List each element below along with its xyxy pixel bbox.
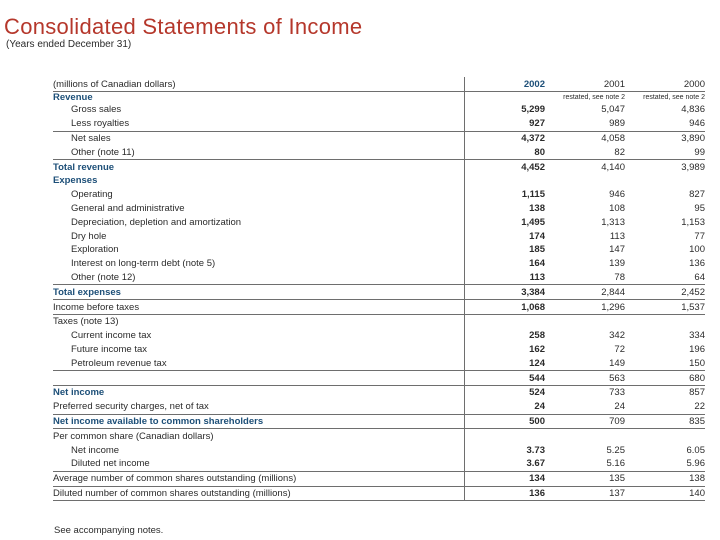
row-value-2002: 80 [465,145,546,159]
row-label: Future income tax [71,343,148,355]
row-value-2001: 5.25 [606,444,625,456]
row-value-2002: 4,452 [465,160,546,174]
table-row [53,486,705,501]
footnote: See accompanying notes. [54,525,164,536]
row-value-2000: 946 [625,117,705,131]
row-value-2001: 4,140 [601,161,625,173]
row-value-2000: 77 [694,230,705,242]
restated-note-row [53,92,705,104]
table-row [53,443,705,457]
table-cell [465,174,546,188]
row-value-2002: 113 [465,271,546,285]
row-label: Depreciation, depletion and amortization [71,216,242,228]
row-value-2001: 82 [545,145,625,159]
row-value-2001: 342 [609,330,625,342]
row-label: Diluted number of common shares outstanding (millions) [53,486,465,501]
row-value-2000: 99 [625,145,705,159]
table-row [53,243,705,257]
row-label: Dry hole [71,230,107,242]
row-value-2002: 1,495 [465,215,546,229]
row-label: Diluted net income [53,457,465,471]
table-cell [625,429,705,443]
row-value-2002: 3.67 [465,457,546,471]
table-row [53,215,705,229]
row-label: Current income tax [71,330,152,342]
table-row [53,371,705,386]
row-value-2000: 136 [689,258,705,270]
row-value-2000: 95 [694,202,705,214]
row-label: Gross sales [71,104,122,116]
row-label: Net sales [71,132,111,144]
row-value-2001: 24 [545,400,625,414]
table-cell [545,174,625,188]
row-label: Per common share (Canadian dollars) [53,430,214,442]
table-cell [625,174,705,188]
table-row [53,343,705,357]
column-header-2000: 2000 [625,77,705,92]
row-value-2000: 140 [625,486,705,501]
row-value-2002: 500 [465,414,546,429]
row-value-2002: 3,384 [465,285,546,300]
row-value-2000: 22 [625,400,705,414]
row-value-2002: 1,115 [465,188,546,202]
total-revenue-label: Total revenue [53,161,115,173]
table-row [53,174,705,188]
table-row [53,457,705,471]
row-value-2002: 4,372 [465,131,546,145]
row-value-2000: 5.96 [625,457,705,471]
row-value-2001: 137 [545,486,625,501]
table-row [53,160,705,174]
table-cell [465,314,546,328]
row-value-2000: 1,537 [625,300,705,315]
row-value-2001: 989 [545,117,625,131]
table-row [53,285,705,300]
row-label: Interest on long-term debt (note 5) [71,258,216,270]
row-value-2000: 2,452 [625,285,705,300]
row-value-2001: 5,047 [601,104,625,116]
row-value-2000: 100 [689,244,705,256]
row-value-2002: 174 [465,229,546,243]
table-row [53,314,705,328]
row-label: Less royalties [53,117,465,131]
row-value-2002: 134 [465,471,546,486]
row-label: Other (note 11) [53,145,465,159]
row-value-2002: 3.73 [465,443,546,457]
restated-note-2000: restated, see note 2 [643,94,705,101]
row-label: Operating [71,189,113,201]
column-header-2002: 2002 [465,77,546,92]
row-value-2000: 827 [689,189,705,201]
row-value-2001: 5.16 [545,457,625,471]
row-value-2000: 1,153 [681,216,705,228]
unit-label: (millions of Canadian dollars) [53,77,465,92]
table-row [53,202,705,216]
page-subtitle: (Years ended December 31) [6,39,132,50]
table-row [53,300,705,315]
table-row [53,188,705,202]
table-row [53,145,705,159]
row-value-2002: 5,299 [465,103,546,117]
row-label: Average number of common shares outstanding (millions) [53,471,465,486]
row-label: Exploration [71,244,119,256]
section-revenue-label: Revenue [53,92,93,103]
table-cell [625,314,705,328]
row-value-2002: 162 [465,343,546,357]
row-value-2000: 196 [689,343,705,355]
row-label: Income before taxes [53,300,465,315]
row-value-2002: 185 [465,243,546,257]
row-value-2002: 258 [465,329,546,343]
table-row [53,103,705,117]
row-value-2001: 135 [545,471,625,486]
row-value-2001: 147 [609,244,625,256]
row-value-2001: 709 [545,414,625,429]
row-value-2001: 113 [609,230,625,242]
row-value-2002: 544 [465,371,546,386]
income-statement-table [53,77,705,501]
table-row [53,471,705,486]
row-value-2002: 24 [465,400,546,414]
row-value-2001: 1,313 [601,216,625,228]
table-row [53,429,705,443]
table-row [53,356,705,370]
table-row [53,117,705,131]
row-value-2000: 334 [689,330,705,342]
row-label: Net income [71,444,120,456]
table-row [53,329,705,343]
row-value-2001: 1,296 [545,300,625,315]
table-row [53,400,705,414]
row-label: Other (note 12) [53,271,465,285]
row-value-2001: 78 [545,271,625,285]
row-value-2002: 136 [465,486,546,501]
row-value-2000: 835 [625,414,705,429]
restated-note-2001: restated, see note 2 [563,94,625,101]
row-value-2001: 4,058 [601,132,625,144]
row-value-2001: 563 [545,371,625,386]
table-row [53,131,705,145]
row-value-2000: 3,890 [681,132,705,144]
table-cell [545,429,625,443]
table-row [53,385,705,399]
row-value-2001: 149 [545,356,625,370]
row-value-2000: 64 [625,271,705,285]
row-value-2002: 524 [465,385,546,399]
table-row [53,257,705,271]
row-value-2001: 139 [609,258,625,270]
row-value-2000: 150 [625,356,705,370]
row-value-2001: 108 [609,202,625,214]
row-value-2001: 946 [609,189,625,201]
row-value-2000: 4,836 [681,104,705,116]
row-value-2002: 124 [465,356,546,370]
table-row [53,271,705,285]
net-income-label: Net income [53,387,105,399]
row-value-2001: 2,844 [545,285,625,300]
section-expenses-label: Expenses [53,175,98,187]
row-label: Taxes (note 13) [53,316,119,328]
table-cell [465,429,546,443]
row-value-2001: 72 [614,343,625,355]
table-cell [545,314,625,328]
table-row [53,414,705,429]
row-value-2000: 680 [625,371,705,386]
row-label: Petroleum revenue tax [53,356,465,370]
page-title: Consolidated Statements of Income [4,14,363,39]
total-expenses-label: Total expenses [53,285,465,300]
row-value-2002: 927 [465,117,546,131]
row-value-2000: 6.05 [686,444,705,456]
row-label: Preferred security charges, net of tax [53,400,465,414]
row-value-2002: 1,068 [465,300,546,315]
table-cell [465,92,546,104]
net-income-common-label: Net income available to common shareholders [53,414,465,429]
table-row [53,229,705,243]
row-label: General and administrative [71,202,185,214]
column-header-2001: 2001 [545,77,625,92]
row-value-2000: 138 [625,471,705,486]
row-value-2000: 857 [689,387,705,399]
row-value-2002: 164 [465,257,546,271]
row-value-2000: 3,989 [681,161,705,173]
row-label [53,371,465,386]
row-value-2001: 733 [609,387,625,399]
row-value-2002: 138 [465,202,546,216]
table-header-row [53,77,705,92]
